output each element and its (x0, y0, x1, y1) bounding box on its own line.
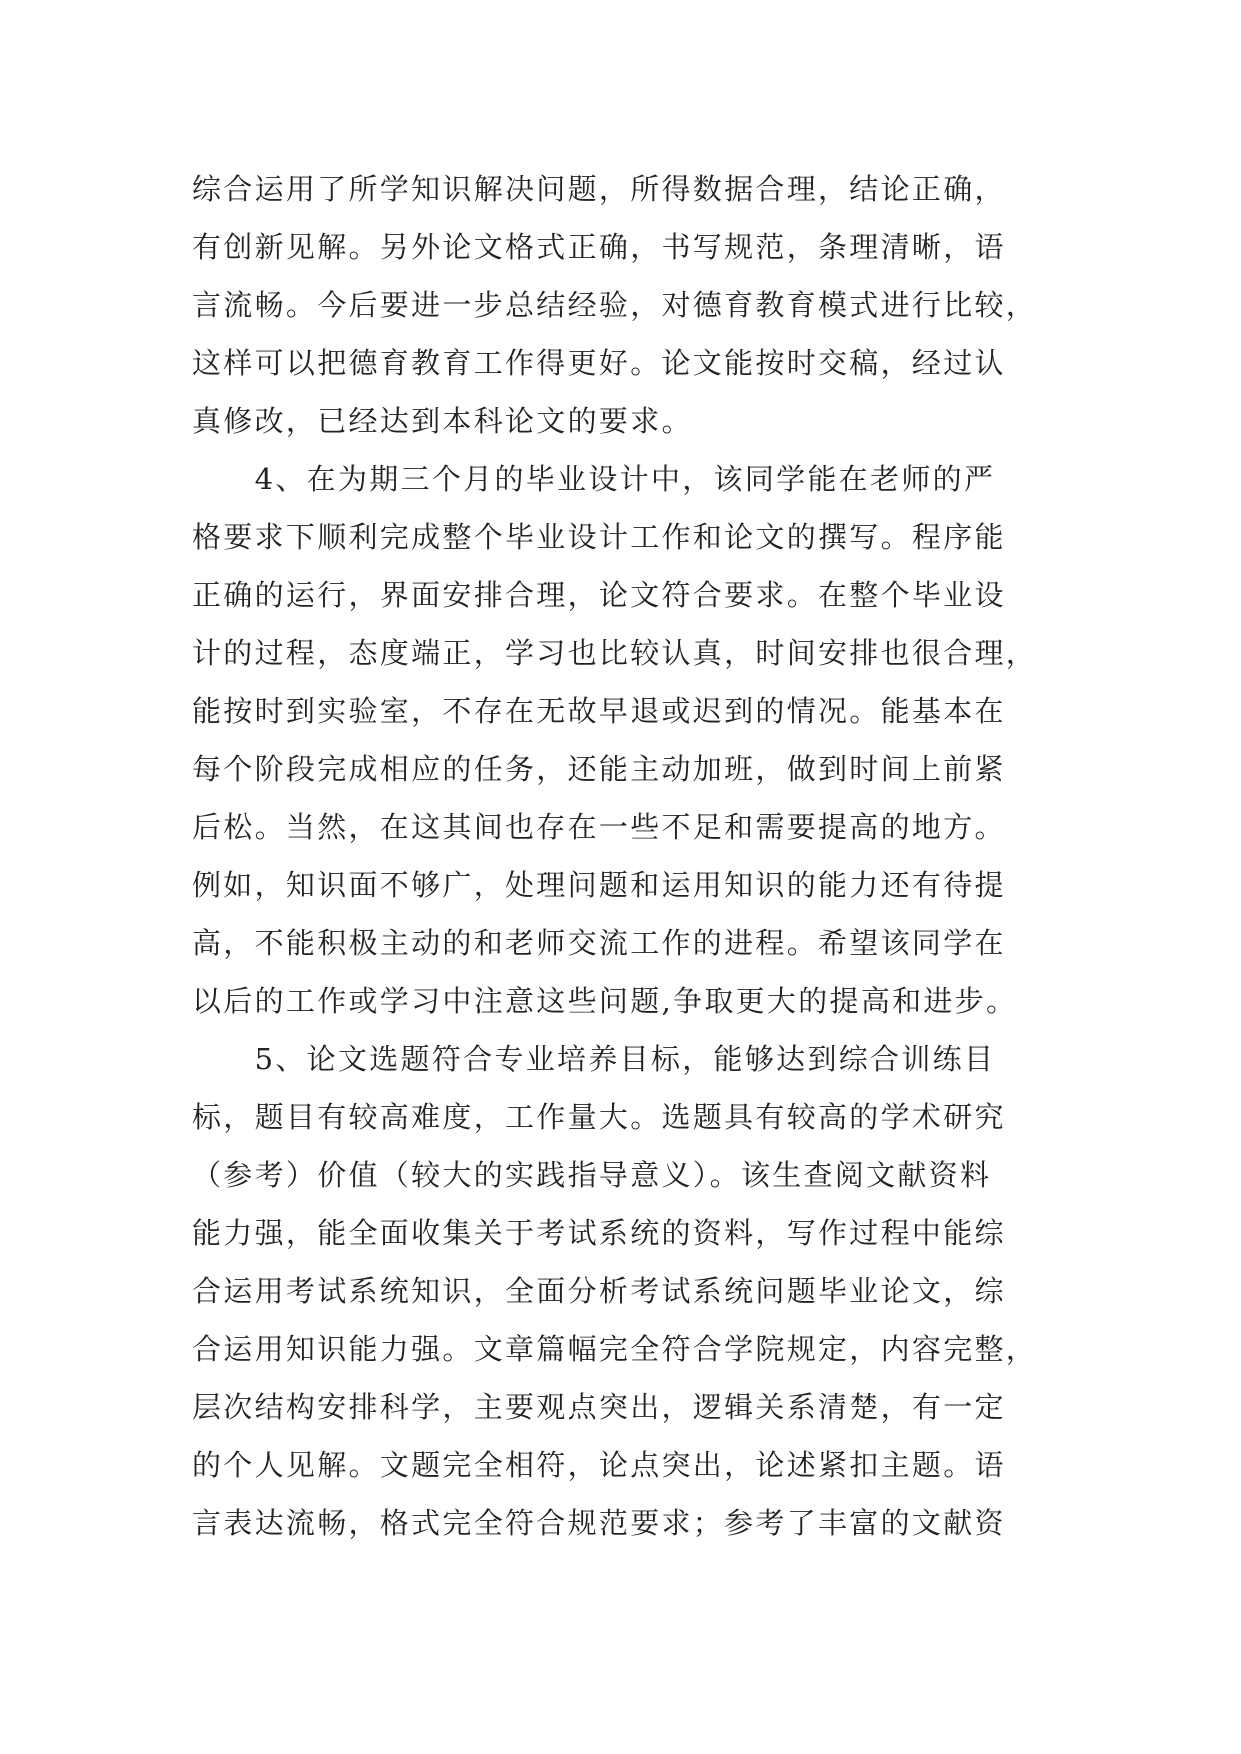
text-line: 真修改，已经达到本科论文的要求。 (192, 404, 693, 438)
text-line: 综合运用了所学知识解决问题，所得数据合理，结论正确， (192, 172, 1006, 206)
text-line: （参考）价值（较大的实践指导意义）。该生查阅文献资料 (192, 1158, 992, 1192)
text-line: 的个人见解。文题完全相符，论点突出，论述紧扣主题。语 (192, 1448, 1006, 1482)
text-line: 有创新见解。另外论文格式正确，书写规范，条理清晰，语 (192, 230, 1006, 264)
text-line: 这样可以把德育教育工作得更好。论文能按时交稿，经过认 (192, 346, 1006, 380)
text-line: 标，题目有较高难度，工作量大。选题具有较高的学术研究 (192, 1100, 1006, 1134)
text-line: 计的过程，态度端正，学习也比较认真，时间安排也很合理， (192, 636, 1038, 670)
text-line: 后松。当然，在这其间也存在一些不足和需要提高的地方。 (192, 810, 1006, 844)
paragraph-4-start: 4、在为期三个月的毕业设计中，该同学能在老师的严 (192, 462, 996, 496)
text-line: 合运用知识能力强。文章篇幅完全符合学院规定，内容完整， (192, 1332, 1038, 1366)
text-line: 高，不能积极主动的和老师交流工作的进程。希望该同学在 (192, 926, 1006, 960)
text-line: 能按时到实验室，不存在无故早退或迟到的情况。能基本在 (192, 694, 1006, 728)
text-line: 每个阶段完成相应的任务，还能主动加班，做到时间上前紧 (192, 752, 1006, 786)
text-line: 正确的运行，界面安排合理，论文符合要求。在整个毕业设 (192, 578, 1006, 612)
text-line: 层次结构安排科学，主要观点突出，逻辑关系清楚，有一定 (192, 1390, 1006, 1424)
text-line: 能力强，能全面收集关于考试系统的资料，写作过程中能综 (192, 1216, 1006, 1250)
text-line: 格要求下顺利完成整个毕业设计工作和论文的撰写。程序能 (192, 520, 1006, 554)
text-line: 以后的工作或学习中注意这些问题,争取更大的提高和进步。 (192, 984, 1018, 1018)
text-line: 言流畅。今后要进一步总结经验，对德育教育模式进行比较， (192, 288, 1038, 322)
text-line: 言表达流畅，格式完全符合规范要求；参考了丰富的文献资 (192, 1506, 1006, 1540)
document-body (192, 160, 1072, 1552)
text-line: 例如，知识面不够广，处理问题和运用知识的能力还有待提 (192, 868, 1006, 902)
paragraph-5-start: 5、论文选题符合专业培养目标，能够达到综合训练目 (192, 1042, 996, 1076)
text-line: 合运用考试系统知识，全面分析考试系统问题毕业论文，综 (192, 1274, 1006, 1308)
